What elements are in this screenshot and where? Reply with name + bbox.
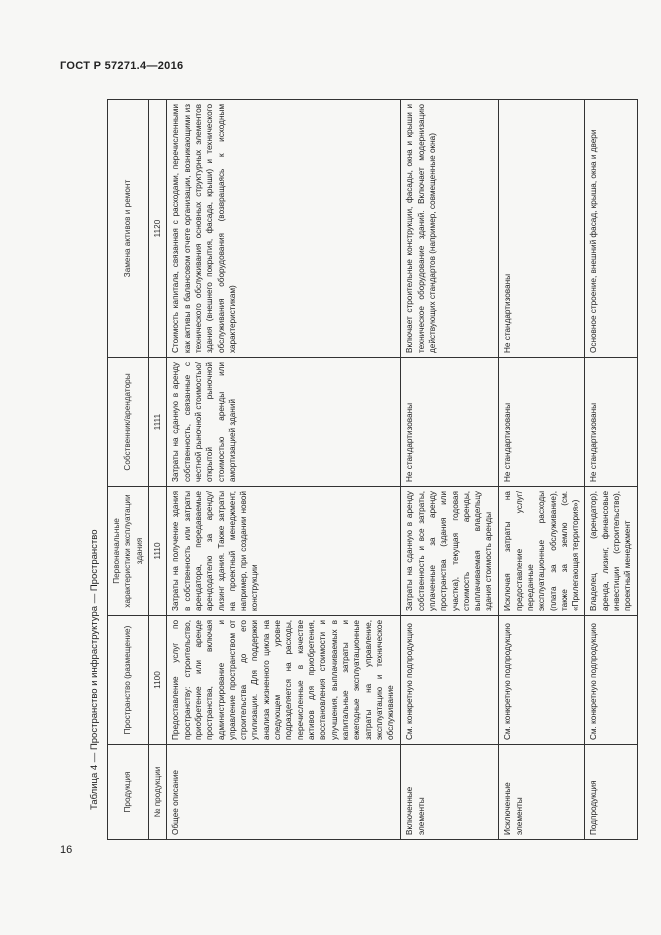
row-label: Включенные элементы	[401, 745, 499, 840]
table-cell: Включает строительные конструкции, фасады, окна и крыши и техническое оборудование зданий. Включает модернизацию действующих стандартов (например, совмещенные окна)	[401, 100, 499, 358]
table-cell: Не стандартизованы	[401, 358, 499, 487]
table-cell: Основное строение, внешний фасад, крыша, окна и двери	[585, 100, 637, 358]
table-cell: Стоимость капитала, связанная с расходами, перечисленными как активы в балансовом отчете организации, возникающими из технического обслуживания основных структурных элементов здания (внешнего покрытия, фасада, крыши) и технического обслуживания оборудования (возвращаясь к исходным характеристикам)	[167, 100, 401, 358]
table-row	[401, 100, 499, 840]
table-cell: См. конкретную подпродукцию	[401, 616, 499, 745]
table-cell: Не стандартизованы	[499, 100, 585, 358]
header-cell: Пространство (размещение)	[108, 616, 149, 745]
table-code-row	[148, 100, 166, 840]
table-header-row	[108, 100, 149, 840]
product-table	[107, 99, 638, 840]
table-cell: Затраты на сданную в аренду собственность и все затраты, уплаченные за аренду пространства (здания или участка), текущая годовая стоимость аренды, выплачиваемая владельцу здания стоимость аренды	[401, 487, 499, 616]
table-cell: Затраты на сданную в аренду собственность, связанные с честной рыночной стоимостью/открытой рыночной стоимостью аренды или амортизацией зданий	[167, 358, 401, 487]
code-cell: 1100	[148, 616, 166, 745]
row-label: Общее описание	[167, 745, 401, 840]
code-cell: 1120	[148, 100, 166, 358]
row-label: Подпродукция	[585, 745, 637, 840]
code-cell: 1111	[148, 358, 166, 487]
header-cell: Собственник/арендаторы	[108, 358, 149, 487]
header-cell: Продукция	[108, 745, 149, 840]
table-caption: Таблица 4 — Пространство и инфраструктура — Пространство	[89, 529, 100, 810]
page-number: 16	[60, 844, 73, 856]
table-cell: Предоставление услуг по пространству: строительство, приобретение или аренде пространства, включая администрирование и управление пространством от строительства до его утилизации. Для поддержки анализа жизненного цикла на следующем уровне подразделяется на расходы, перечисленные в качестве активов для приобретения, восстановления стоимости и улучшения, выплачиваемых в капитальные затраты и ежегодные эксплуатационные затраты на управление, эксплуатацию и техническое обслуживание	[167, 616, 401, 745]
table-row	[167, 100, 401, 840]
table-cell: Не стандартизованы	[585, 358, 637, 487]
code-cell: 1110	[148, 487, 166, 616]
table-cell: См. конкретную подпродукцию	[499, 616, 585, 745]
header-cell: Замена активов и ремонт	[108, 100, 149, 358]
code-cell: № продукции	[148, 745, 166, 840]
table-cell: Не стандартизованы	[499, 358, 585, 487]
table-cell: См. конкретную подпродукцию	[585, 616, 637, 745]
row-label: Исключенные элементы	[499, 745, 585, 840]
header-cell: Первоначальные характеристики эксплуатации здания	[108, 487, 149, 616]
document-header: ГОСТ Р 57271.4—2016	[60, 60, 184, 72]
table-cell: Владелец (арендатор), аренда, лизинг, финансовые инвестиции (строительство), проектный менеджмент	[585, 487, 637, 616]
table-row	[585, 100, 637, 840]
rotated-table-block	[83, 100, 633, 840]
table-cell: Затраты на получение здания в собственность или затраты арендатора, передаваемые арендодателю за аренду/лизинг здания. Также затраты на проектный менеджмент, например, при создании новой конструкции	[167, 487, 401, 616]
table-cell: Исключая затраты на предоставление услуг/переданные эксплуатационные расходы (плата за обслуживание), также за землю (см. «Прилегающая территория»)	[499, 487, 585, 616]
table-row	[499, 100, 585, 840]
